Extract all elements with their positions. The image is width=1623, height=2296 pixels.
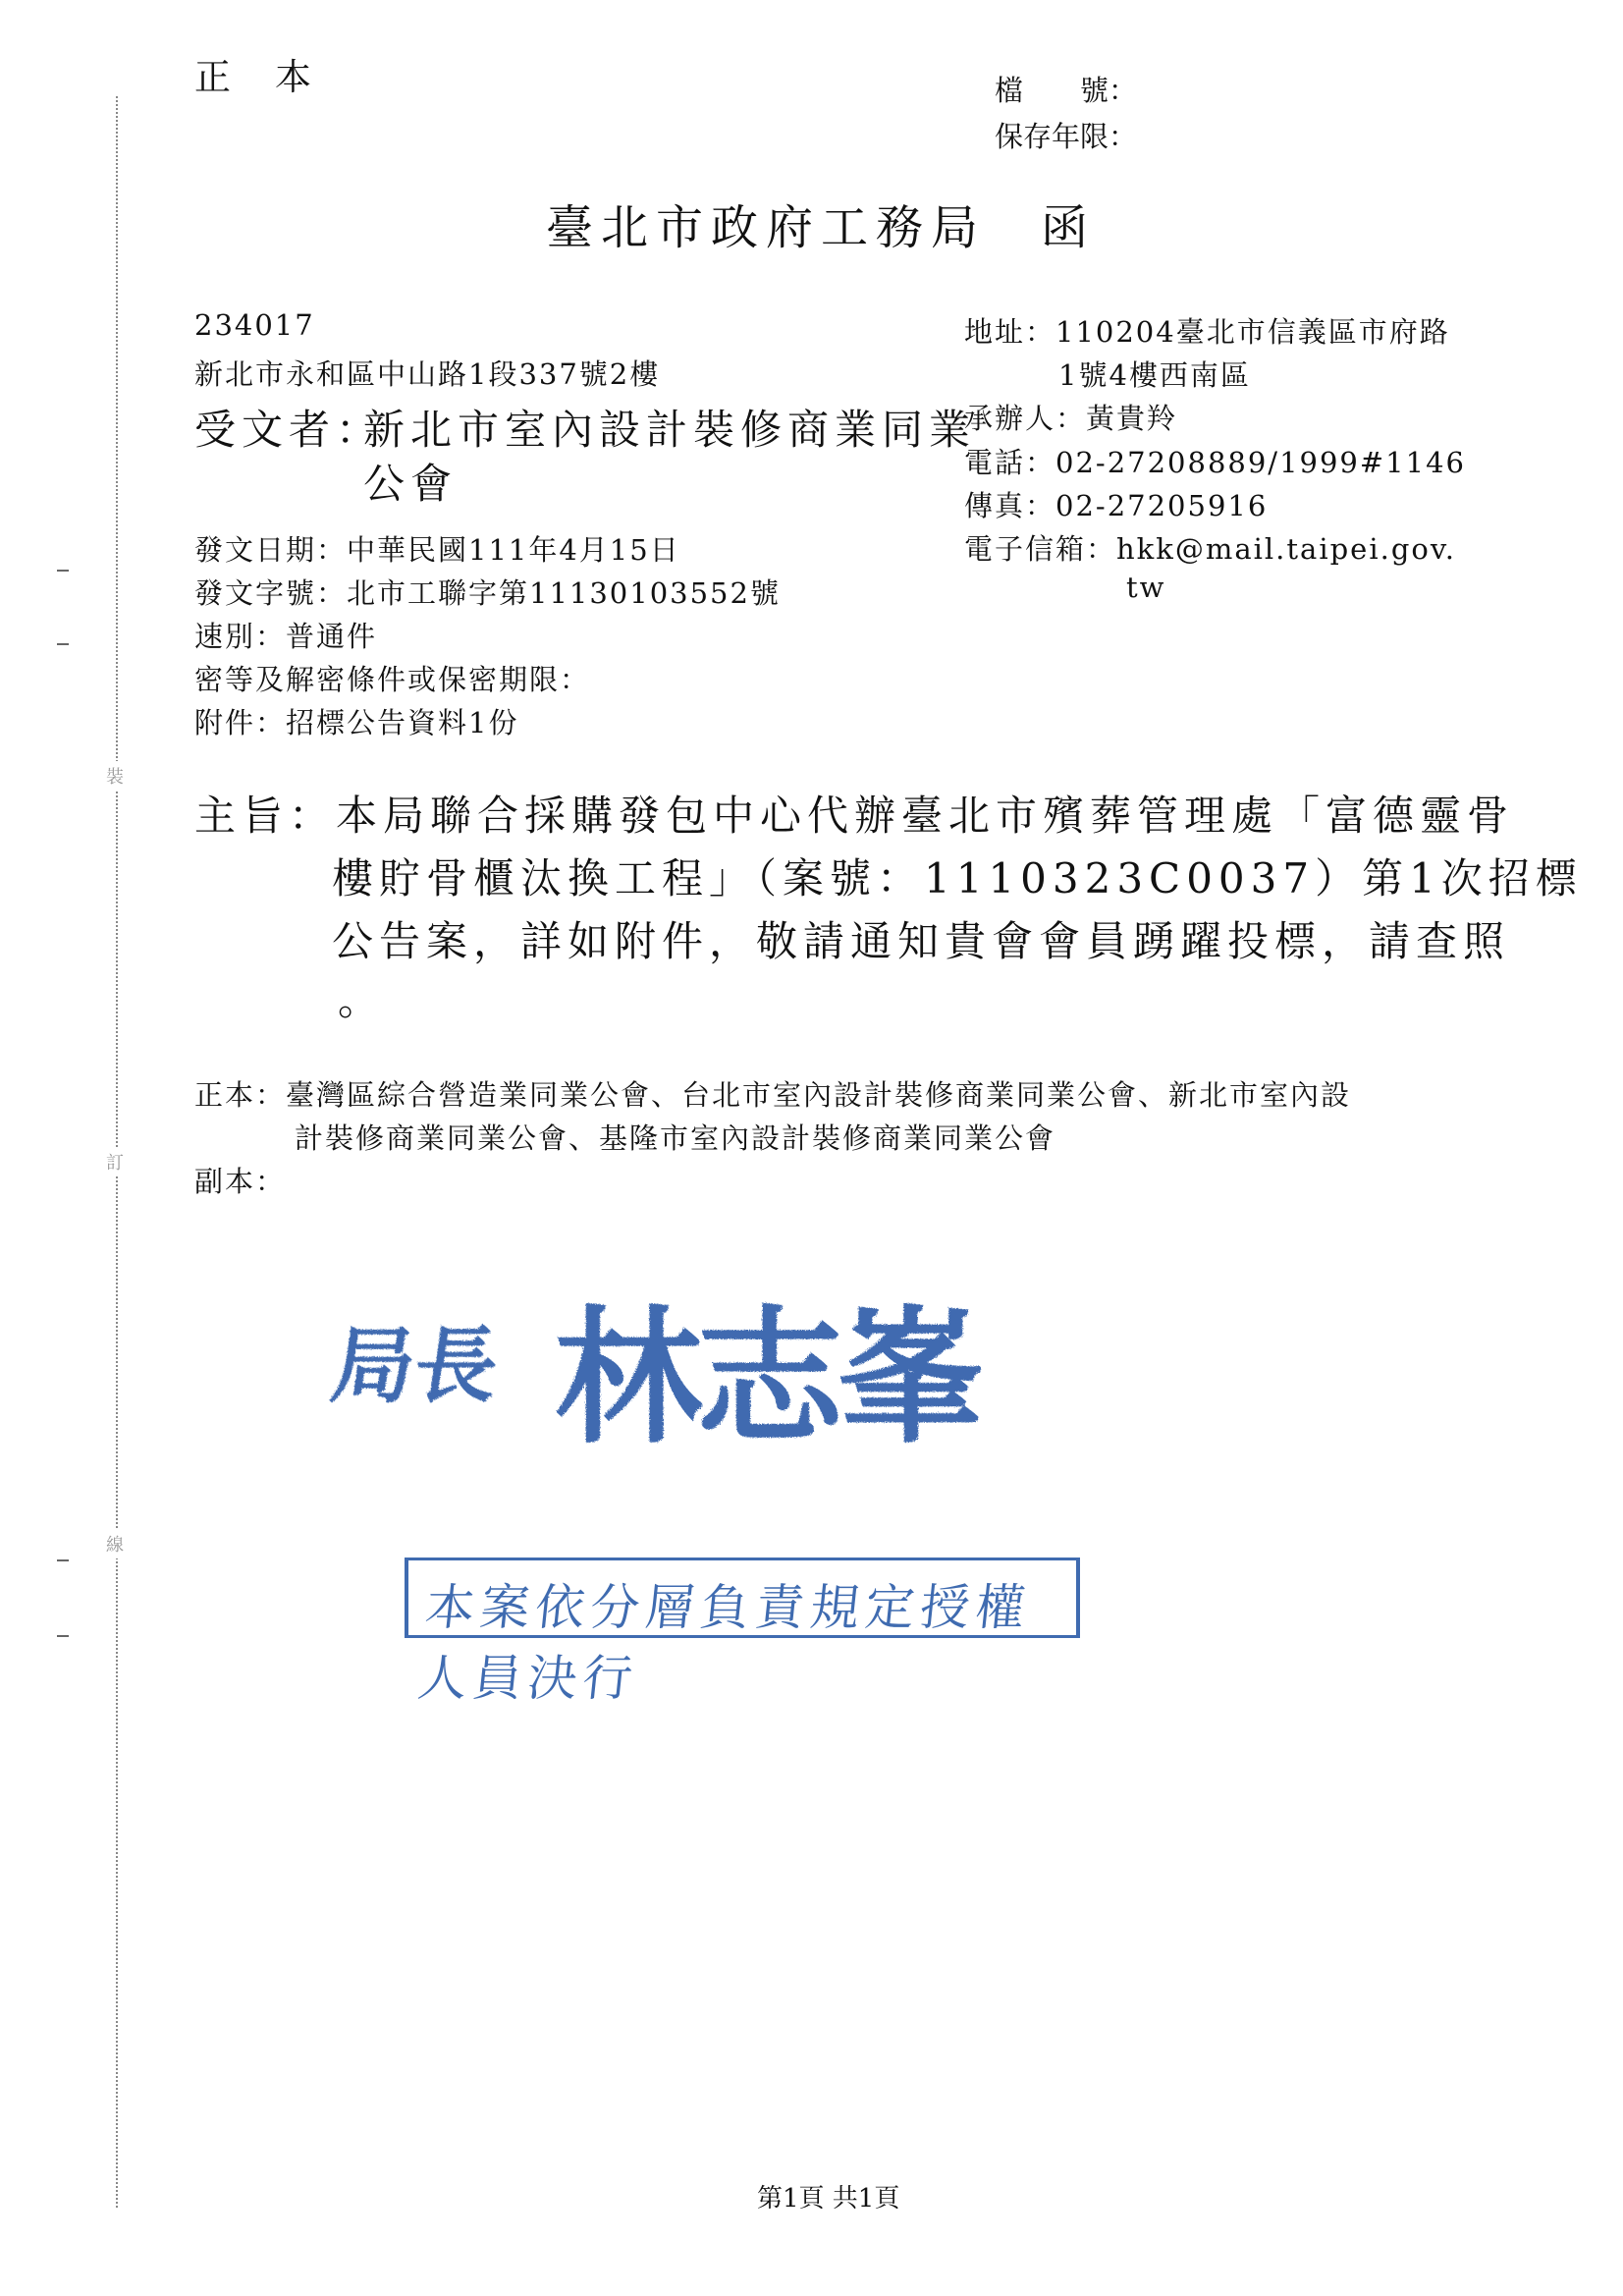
binding-mark-zhuang: 裝 bbox=[106, 761, 124, 791]
authorization-stamp-text: 本案依分層負責規定授權人員決行 bbox=[414, 1579, 1034, 1707]
retention-period-label: 保存年限： bbox=[995, 120, 1138, 153]
original-recipients: 正本：臺灣區綜合營造業同業公會、台北市室內設計裝修商業同業公會、新北市室內設 bbox=[194, 1078, 1352, 1112]
subject-line: 主旨：本局聯合採購發包中心代辦臺北市殯葬管理處「富德靈骨 bbox=[194, 792, 1515, 840]
delivery-speed: 速別：普通件 bbox=[194, 620, 378, 653]
issue-date: 發文日期：中華民國111年4月15日 bbox=[194, 533, 680, 567]
name-stamp-text: 林志峯 bbox=[555, 1291, 980, 1464]
margin-tick bbox=[57, 1559, 69, 1561]
subject-line-cont: 公告案，詳如附件，敬請通知貴會會員踴躍投標，請查照 bbox=[332, 917, 1511, 965]
file-number-label: 檔 號： bbox=[995, 74, 1138, 107]
sender-fax: 傳真：02-27205916 bbox=[964, 489, 1269, 522]
sender-address-cont: 1號4樓西南區 bbox=[1058, 358, 1251, 392]
recipient-label: 受文者： bbox=[194, 406, 384, 454]
subject-line-cont: 樓貯骨櫃汰換工程」（案號：1110323C0037）第1次招標 bbox=[332, 854, 1583, 902]
recipient-name-cont: 公會 bbox=[363, 460, 459, 508]
margin-tick bbox=[57, 570, 69, 572]
binding-mark-ding: 訂 bbox=[106, 1147, 124, 1176]
recipient-name: 新北市室內設計裝修商業同業 bbox=[363, 406, 977, 454]
authorization-stamp bbox=[405, 1558, 1080, 1707]
page-info: 第1頁 共1頁 bbox=[757, 2184, 900, 2214]
copy-mark: 正 本 bbox=[194, 56, 315, 98]
margin-tick bbox=[57, 1635, 69, 1637]
original-recipients-cont: 計裝修商業同業公會、基隆市室內設計裝修商業同業公會 bbox=[295, 1121, 1056, 1155]
recipient-address: 新北市永和區中山路1段337號2樓 bbox=[194, 357, 661, 391]
sender-email-cont: tw bbox=[1126, 571, 1166, 604]
binding-mark-xian: 線 bbox=[106, 1529, 124, 1558]
title-stamp-text: 局長 bbox=[325, 1317, 505, 1414]
sender-email: 電子信箱：hkk@mail.taipei.gov. bbox=[964, 532, 1457, 566]
secrecy-level: 密等及解密條件或保密期限： bbox=[194, 663, 591, 696]
document-title: 臺北市政府工務局 函 bbox=[546, 200, 1097, 255]
sender-handler: 承辦人：黃貴羚 bbox=[964, 402, 1178, 435]
sender-address: 地址：110204臺北市信義區市府路 bbox=[964, 315, 1450, 349]
sender-phone: 電話：02-27208889/1999#1146 bbox=[964, 446, 1466, 479]
subject-line-end: 。 bbox=[338, 976, 386, 1024]
copy-recipients: 副本： bbox=[194, 1165, 287, 1198]
document-number: 發文字號：北市工聯字第11130103552號 bbox=[194, 576, 781, 610]
recipient-postcode: 234017 bbox=[194, 308, 315, 342]
margin-tick bbox=[57, 643, 69, 645]
attachment-info: 附件：招標公告資料1份 bbox=[194, 706, 519, 739]
director-signature-stamp bbox=[325, 1286, 1090, 1473]
